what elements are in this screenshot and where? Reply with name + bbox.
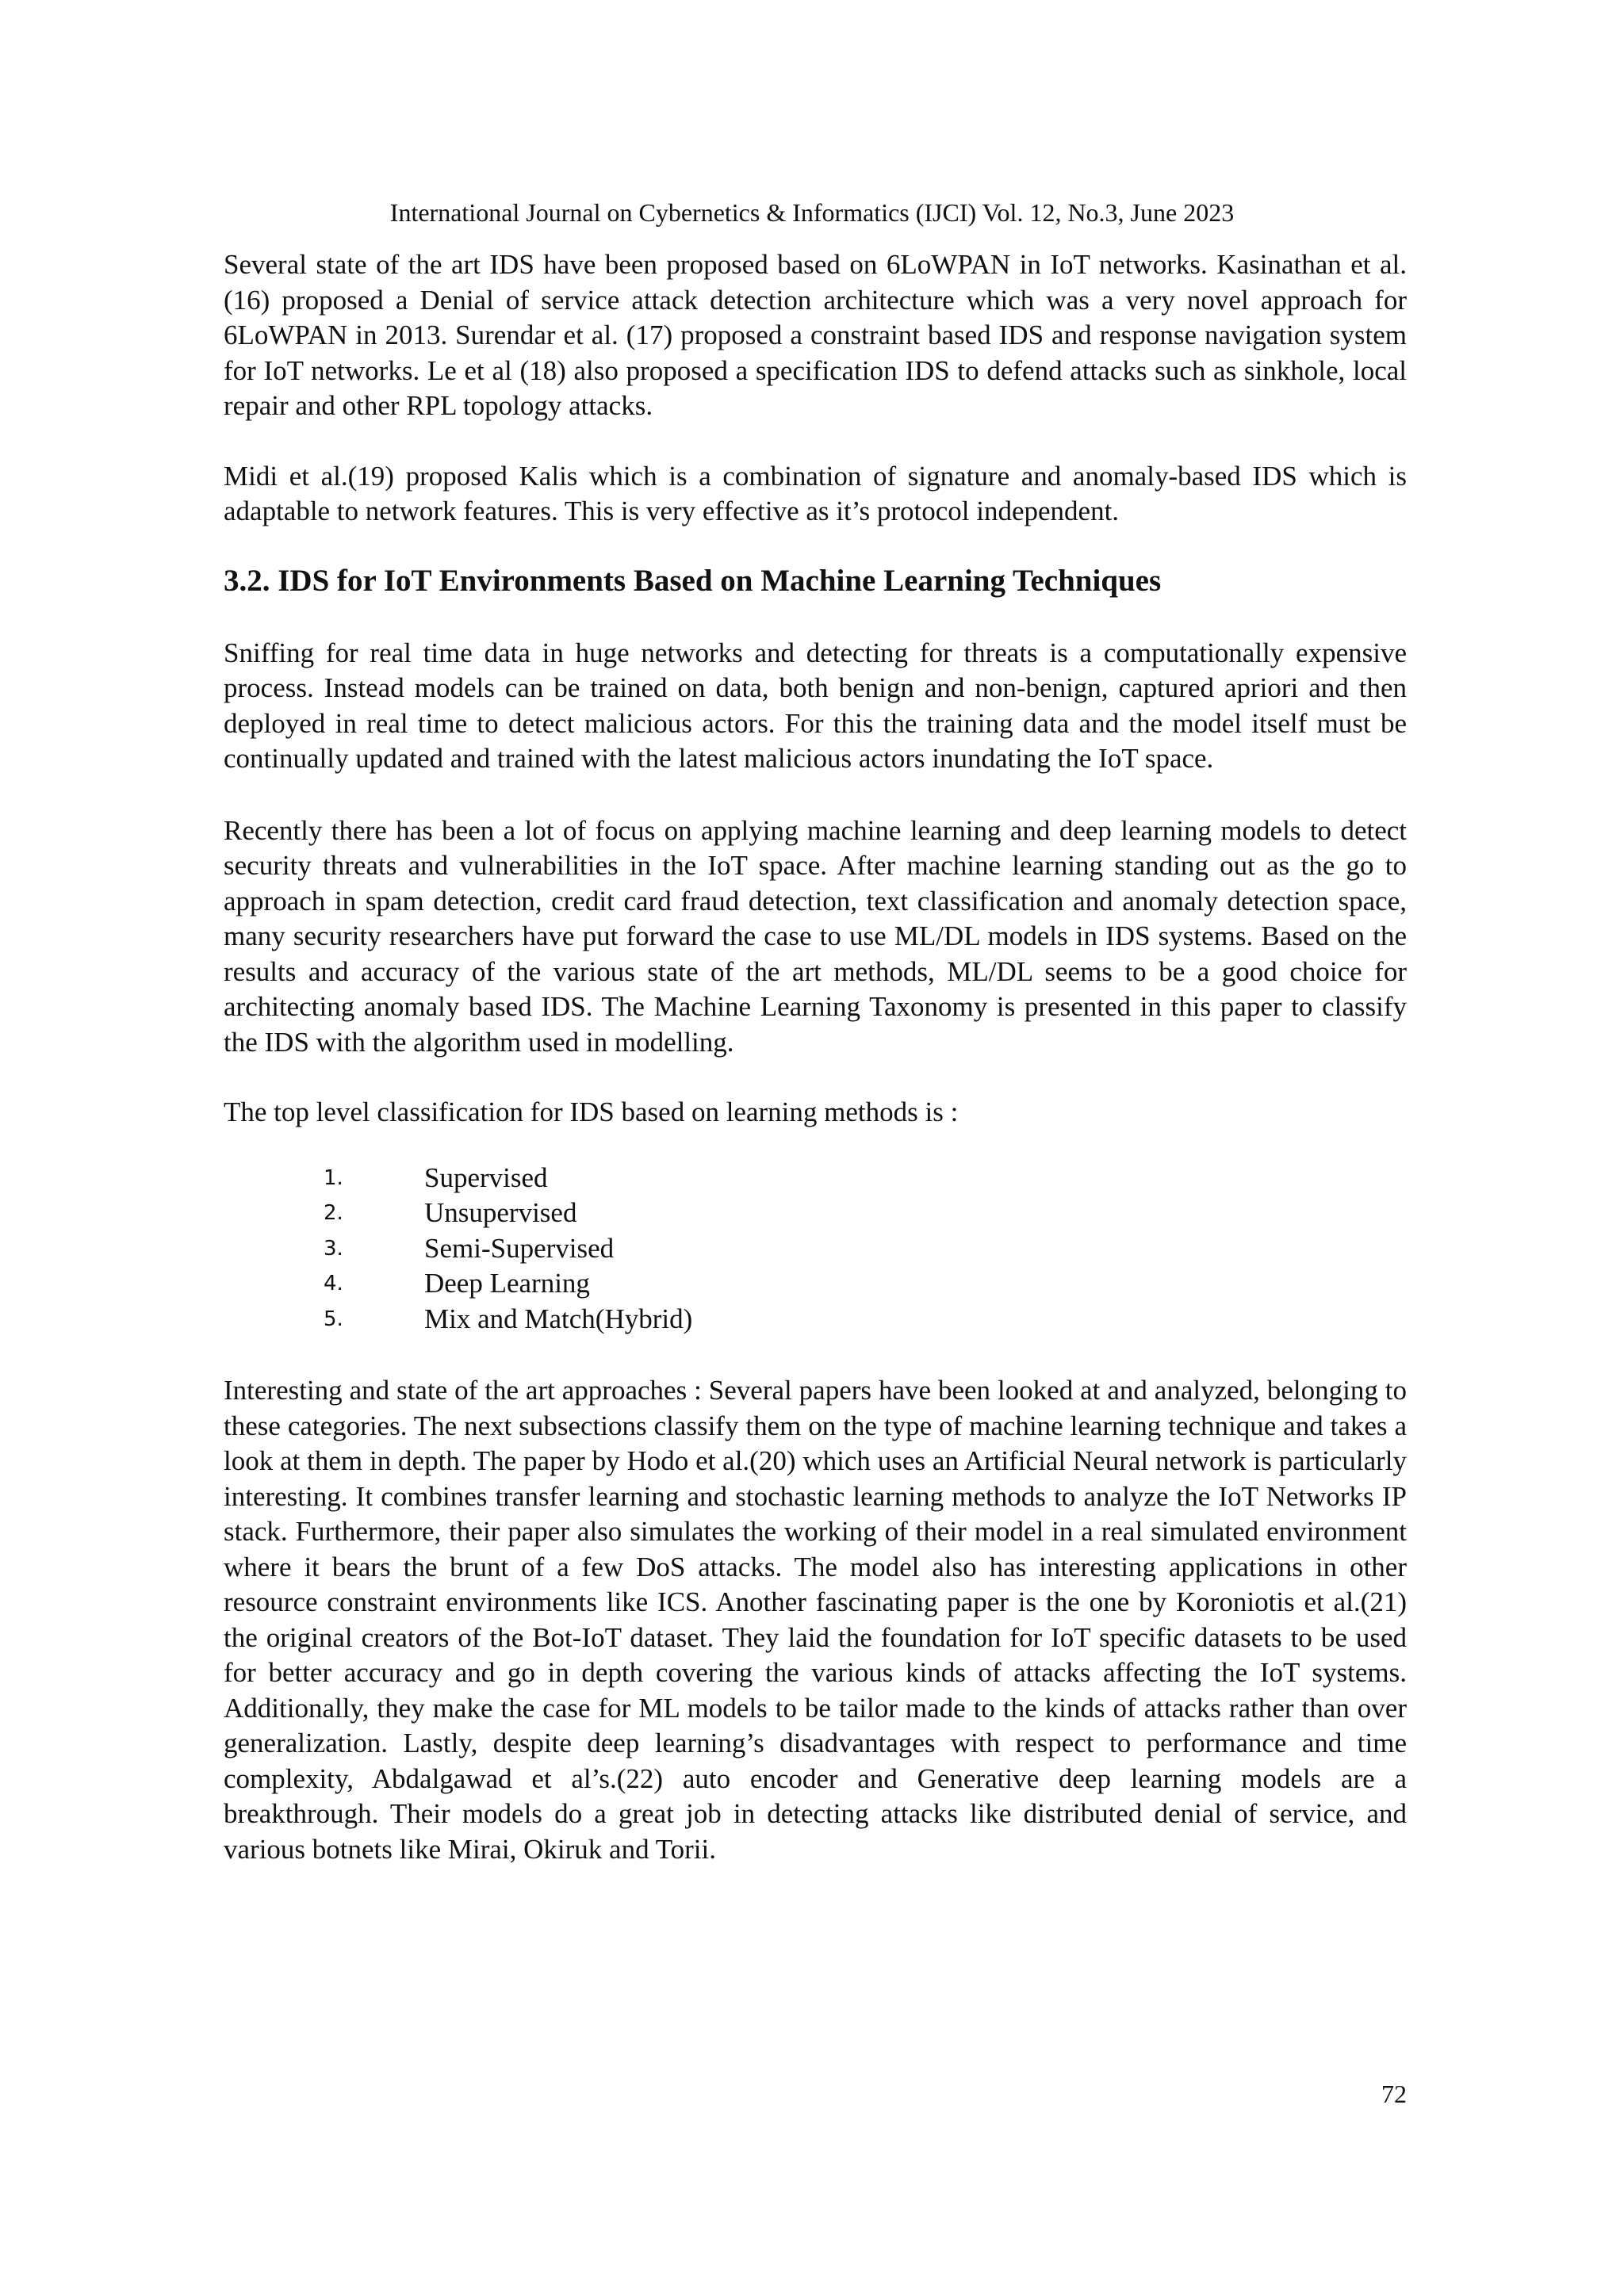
list-item-label: Semi-Supervised bbox=[424, 1232, 615, 1264]
list-item bbox=[224, 1266, 1407, 1302]
list-item-number: 1. bbox=[324, 1165, 343, 1190]
list-item-number: 2. bbox=[324, 1201, 343, 1225]
paragraph-6lowpan-ids: Several state of the art IDS have been proposed based on 6LoWPAN in IoT networks. Kasinathan et al. (16) proposed a Denial of service attack detection architecture which was a very novel approach for 6LoWPAN in 2013. Surendar et al. (17) proposed a constraint based IDS and response navigation system for IoT networks. Le et al (18) also proposed a specification IDS to defend attacks such as sinkhole, local repair and other RPL topology attacks. bbox=[224, 249, 1407, 421]
paragraph-ml-dl-focus: Recently there has been a lot of focus on applying machine learning and deep learning models to detect security threats and vulnerabilities in the IoT space. After machine learning standing out as the go to approach in spam detection, credit card fraud detection, text classification and anomaly detection space, many security researchers have put forward the case to use ML/DL models in IDS systems. Based on the results and accuracy of the various state of the art methods, ML/DL seems to be a good choice for architecting anomaly based IDS. The Machine Learning Taxonomy is presented in this paper to classify the IDS with the algorithm used in modelling. bbox=[224, 814, 1407, 1058]
list-item bbox=[224, 1302, 1407, 1337]
list-item-number: 5. bbox=[324, 1307, 343, 1331]
paragraph-sniffing: Sniffing for real time data in huge networks and detecting for threats is a computationally expensive process. Instead models can be trained on data, both benign and non-benign, captured apriori and then deployed in real time to detect malicious actors. For this the training data and the model itself must be continually updated and trained with the latest malicious actors inundating the IoT space. bbox=[224, 637, 1407, 774]
list-item bbox=[224, 1196, 1407, 1231]
list-item bbox=[224, 1231, 1407, 1267]
list-item-label: Mix and Match(Hybrid) bbox=[424, 1303, 693, 1334]
body-content bbox=[224, 247, 1407, 1867]
classification-list bbox=[224, 1161, 1407, 1337]
section-heading: 3.2. IDS for IoT Environments Based on Machine Learning Techniques bbox=[224, 563, 1162, 598]
list-item-number: 3. bbox=[324, 1236, 343, 1261]
page-number: 72 bbox=[1381, 2080, 1407, 2108]
list-item-label: Supervised bbox=[424, 1161, 548, 1193]
paragraph-kalis: Midi et al.(19) proposed Kalis which is a combination of signature and anomaly-based IDS which is adaptable to network features. This is very effective as it’s protocol independent. bbox=[224, 460, 1407, 526]
running-header: International Journal on Cybernetics & Informatics (IJCI) Vol. 12, No.3, June 2023 bbox=[389, 198, 1235, 227]
paragraph-classification-intro: The top level classification for IDS based on learning methods is : bbox=[224, 1096, 959, 1127]
paragraph-approaches: Interesting and state of the art approaches : Several papers have been looked at and analyzed, belonging to these categories. The next subsections classify them on the type of machine learning technique and takes a look at them in depth. The paper by Hodo et al.(20) which uses an Artificial Neural network is particularly interesting. It combines transfer learning and stochastic learning methods to analyze the IoT Networks IP stack. Furthermore, their paper also simulates the working of their model in a real simulated environment where it bears the brunt of a few DoS attacks. The model also has interesting applications in other resource constraint environments like ICS. Another fascinating paper is the one by Koroniotis et al.(21) the original creators of the Bot-IoT dataset. They laid the foundation for IoT specific datasets to be used for better accuracy and go in depth covering the various kinds of attacks affecting the IoT systems. Additionally, they make the case for ML models to be tailor made to the kinds of attacks rather than over generalization. Lastly, despite deep learning’s disadvantages with respect to performance and time complexity, Abdalgawad et al’s.(22) auto encoder and Generative deep learning models are a breakthrough. Their models do a great job in detecting attacks like distributed denial of service, and various botnets like Mirai, Okiruk and Torii. bbox=[224, 1375, 1407, 1865]
list-item-label: Unsupervised bbox=[424, 1197, 577, 1228]
list-item bbox=[224, 1161, 1407, 1196]
list-item-number: 4. bbox=[324, 1272, 343, 1295]
list-item-label: Deep Learning bbox=[424, 1268, 590, 1299]
